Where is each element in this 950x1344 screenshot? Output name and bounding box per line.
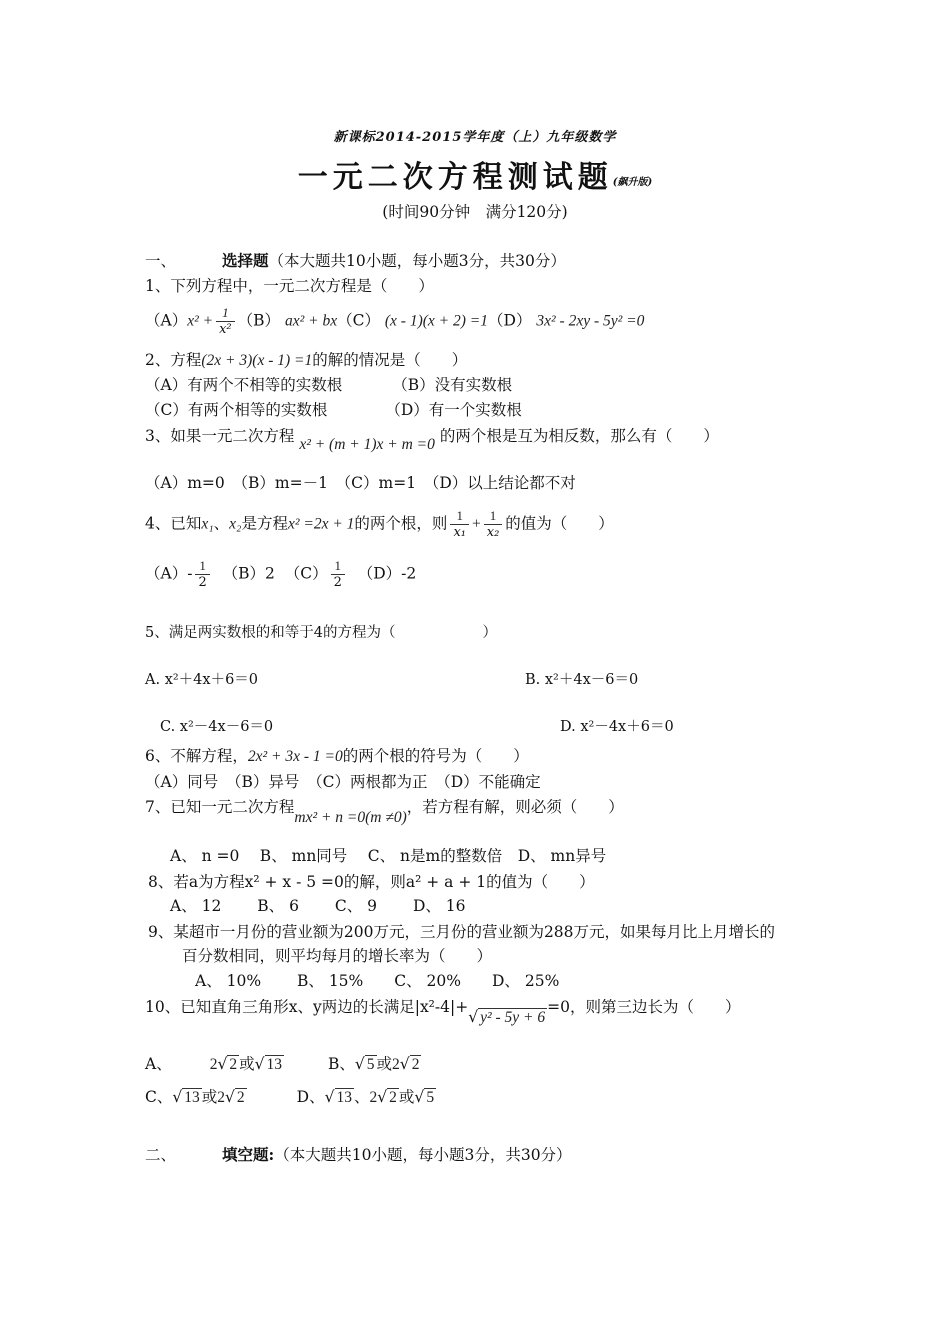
q4-d: （D）-2 (357, 564, 417, 583)
q7-stem (145, 797, 624, 828)
q1-d-label: （D） (488, 311, 532, 330)
q5-option-a: A. x²＋4x＋6＝0 (145, 672, 259, 688)
q4-c-den: 2 (331, 574, 345, 591)
q4-stem-a: 4、已知 (145, 514, 202, 533)
q4-frac1 (450, 508, 469, 541)
q1-a-fraction (216, 305, 235, 338)
q4-stem (145, 508, 614, 541)
q1-b-expr: ax² + bx (284, 312, 338, 330)
q1-a-expr: x² + (187, 312, 214, 330)
q4-c-label: （C） (284, 564, 328, 583)
section2-number: 二、 (145, 1146, 177, 1164)
q4-a-num: 1 (199, 558, 206, 573)
q4-plus: + (471, 515, 481, 533)
q2-option-c: （C）有两个相等的实数根 (145, 401, 328, 419)
q1-d-expr: 3x² - 2xy - 5y² =0 (536, 312, 645, 330)
q10-d-sep: 、 (354, 1088, 370, 1106)
section2-name: 填空题: (222, 1145, 275, 1164)
q2-stem (145, 350, 467, 371)
q4-a-den: 2 (195, 574, 209, 591)
q6-stem-a: 6、不解方程， (145, 747, 248, 765)
q10-d-root3: √ 5 (414, 1088, 435, 1106)
q10-c-or: 或 (201, 1088, 218, 1106)
q1-a-num: 1 (222, 305, 229, 320)
q4-stem-d: 的值为（ ） (505, 514, 614, 533)
q7-stem-expr: mx² + n =0(m ≠0) (294, 809, 407, 826)
q6-stem-expr: 2x² + 3x - 1 =0 (247, 748, 343, 765)
q4-x1: x₁ (201, 515, 214, 533)
q4-b: （B）2 (222, 564, 275, 583)
q10-options-row1 (145, 1054, 421, 1075)
q2-options-row1 (145, 375, 512, 395)
q4-frac2-num: 1 (489, 508, 497, 523)
q5-option-d: D. x²－4x＋6＝0 (560, 719, 674, 735)
q10-a-root1-val: 2 (229, 1056, 238, 1073)
q1-c-expr: (x - 1)(x + 2) =1 (384, 312, 489, 330)
q4-frac1-den: x₁ (450, 524, 469, 541)
q10-b-coef: 2 (392, 1056, 400, 1073)
q2-option-d: （D）有一个实数根 (385, 401, 522, 419)
q10-d-root1-val: 13 (336, 1089, 352, 1106)
q1-a-label: （A） (145, 311, 188, 330)
q10-b-or: 或 (376, 1055, 393, 1073)
q9-options: A、 10% B、 15% C、 20% D、 25% (195, 972, 560, 990)
q10-d-root2-val: 2 (389, 1089, 397, 1106)
q7-stem-a: 7、已知一元二次方程 (145, 798, 295, 816)
q10-a-or: 或 (239, 1055, 255, 1073)
q4-frac2-den: x₂ (484, 524, 503, 541)
q5-option-c: C. x²－4x－6＝0 (160, 719, 274, 735)
q10-d-label: D、 (296, 1088, 325, 1106)
q1-b-label: （B） (237, 311, 281, 330)
q3-options: （A）m=0 （B）m=－1 （C）m=1 （D）以上结论都不对 (145, 474, 576, 492)
q1-stem: 1、下列方程中，一元二次方程是（ ） (145, 277, 434, 295)
section1-name: 选择题 (222, 251, 269, 270)
q6-stem-b: 的两个根的符号为（ ） (342, 747, 529, 765)
q4-a-frac (195, 558, 209, 591)
q10-b-root2-val: 2 (411, 1056, 420, 1073)
q10-c-coef: 2 (217, 1089, 226, 1106)
q4-options (145, 558, 416, 591)
q10-a-root1: √ 2 (217, 1055, 238, 1073)
q10-root: √ y² - 5y + 6 (468, 1008, 546, 1026)
q10-b-root1: √ 5 (354, 1055, 375, 1073)
q2-stem-b: 的解的情况是（ ） (312, 351, 468, 369)
q7-stem-b: ，若方程有解，则必须（ ） (406, 798, 624, 816)
section1-note: （本大题共10小题，每小题3分，共30分） (268, 252, 566, 270)
section2-header (145, 1145, 572, 1165)
q10-b-root1-val: 5 (366, 1056, 375, 1073)
q4-stem-b: 是方程 (241, 514, 288, 533)
q4-x2: x₂ (229, 515, 242, 533)
q10-stem-b: =0，则第三边长为（ ） (547, 998, 741, 1016)
q10-options-row2 (145, 1087, 436, 1108)
q4-stem-c: 的两个根，则 (354, 514, 448, 533)
q10-b-root2: √ 2 (399, 1055, 420, 1073)
q2-option-b: （B）没有实数根 (392, 376, 513, 394)
q3-stem-expr: x² + (m + 1)x + m =0 (299, 436, 435, 453)
q10-b-label: B、 (328, 1055, 355, 1073)
exam-title-text: 一元二次方程测试题 (297, 160, 613, 195)
q10-c-root1-val: 13 (184, 1089, 200, 1106)
q10-a-root2: √ 13 (254, 1055, 282, 1073)
exam-edition: (飙升版) (612, 177, 653, 188)
q7-options: A、 n =0 B、 mn同号 C、 n是m的整数倍 D、 mn异号 (170, 847, 607, 865)
q2-option-a: （A）有两个不相等的实数根 (145, 376, 343, 394)
q8-stem: 8、若a为方程x² + x - 5 =0的解，则a² + a + 1的值为（ ） (148, 873, 595, 891)
q1-c-label: （C） (337, 311, 380, 330)
q4-c-frac (331, 558, 345, 591)
q1-options (145, 305, 644, 338)
exam-title (0, 152, 950, 196)
q2-stem-a: 2、方程 (145, 351, 202, 369)
q3-stem-a: 3、如果一元二次方程 (145, 427, 295, 445)
q10-a-label: A、 (145, 1055, 172, 1073)
q10-d-root1: √ 13 (324, 1088, 352, 1106)
q10-c-root2: √ 2 (225, 1088, 245, 1106)
q4-frac1-num: 1 (456, 508, 463, 523)
q6-stem (145, 746, 529, 767)
q10-a-root2-val: 13 (266, 1056, 282, 1073)
q3-stem (145, 426, 719, 455)
q4-a-label: （A）- (145, 564, 193, 583)
q4-frac2 (484, 508, 503, 541)
q5-option-b: B. x²＋4x－6＝0 (525, 672, 639, 688)
section1-number: 一、 (145, 252, 177, 270)
q9-stem2: 百分数相同，则平均每月的增长率为（ ） (182, 947, 493, 965)
q10-stem (145, 997, 741, 1028)
q10-d-root2: √ 2 (377, 1088, 397, 1106)
q4-eq: x² =2x + 1 (287, 515, 355, 533)
q10-c-root1: √ 13 (172, 1088, 200, 1106)
q10-d-root3-val: 5 (426, 1089, 435, 1106)
q10-d-coef: 2 (369, 1089, 378, 1106)
exam-subtitle: 新课标2014-2015学年度（上）九年级数学 (333, 130, 617, 145)
q6-options: （A）同号 （B）异号 （C）两根都为正 （D）不能确定 (145, 773, 541, 791)
exam-time-info: (时间90分钟 满分120分) (382, 203, 568, 221)
q4-sep: 、 (213, 514, 230, 533)
q5-stem: 5、满足两实数根的和等于4的方程为（ ） (145, 625, 497, 641)
section2-note: （本大题共10小题，每小题3分，共30分） (274, 1146, 572, 1164)
q1-a-den: x² (216, 321, 235, 338)
q10-c-root2-val: 2 (236, 1089, 245, 1106)
q2-options-row2 (145, 400, 522, 420)
q4-c-num: 1 (334, 558, 341, 573)
q10-c-label: C、 (145, 1088, 173, 1106)
q10-stem-a: 10、已知直角三角形x、y两边的长满足|x²-4|+ (145, 998, 469, 1016)
q8-options: A、 12 B、 6 C、 9 D、 16 (170, 897, 466, 915)
q3-stem-b: 的两个根是互为相反数，那么有（ ） (439, 427, 719, 445)
q2-stem-expr: (2x + 3)(x - 1) =1 (201, 352, 313, 369)
q10-d-or: 或 (398, 1088, 415, 1106)
q10-root-expr: y² - 5y + 6 (480, 1009, 546, 1026)
section1-header (145, 251, 566, 271)
q9-stem: 9、某超市一月份的营业额为200万元，三月份的营业额为288万元，如果每月比上月增长的 (148, 923, 776, 941)
q10-a-coef: 2 (209, 1056, 218, 1073)
